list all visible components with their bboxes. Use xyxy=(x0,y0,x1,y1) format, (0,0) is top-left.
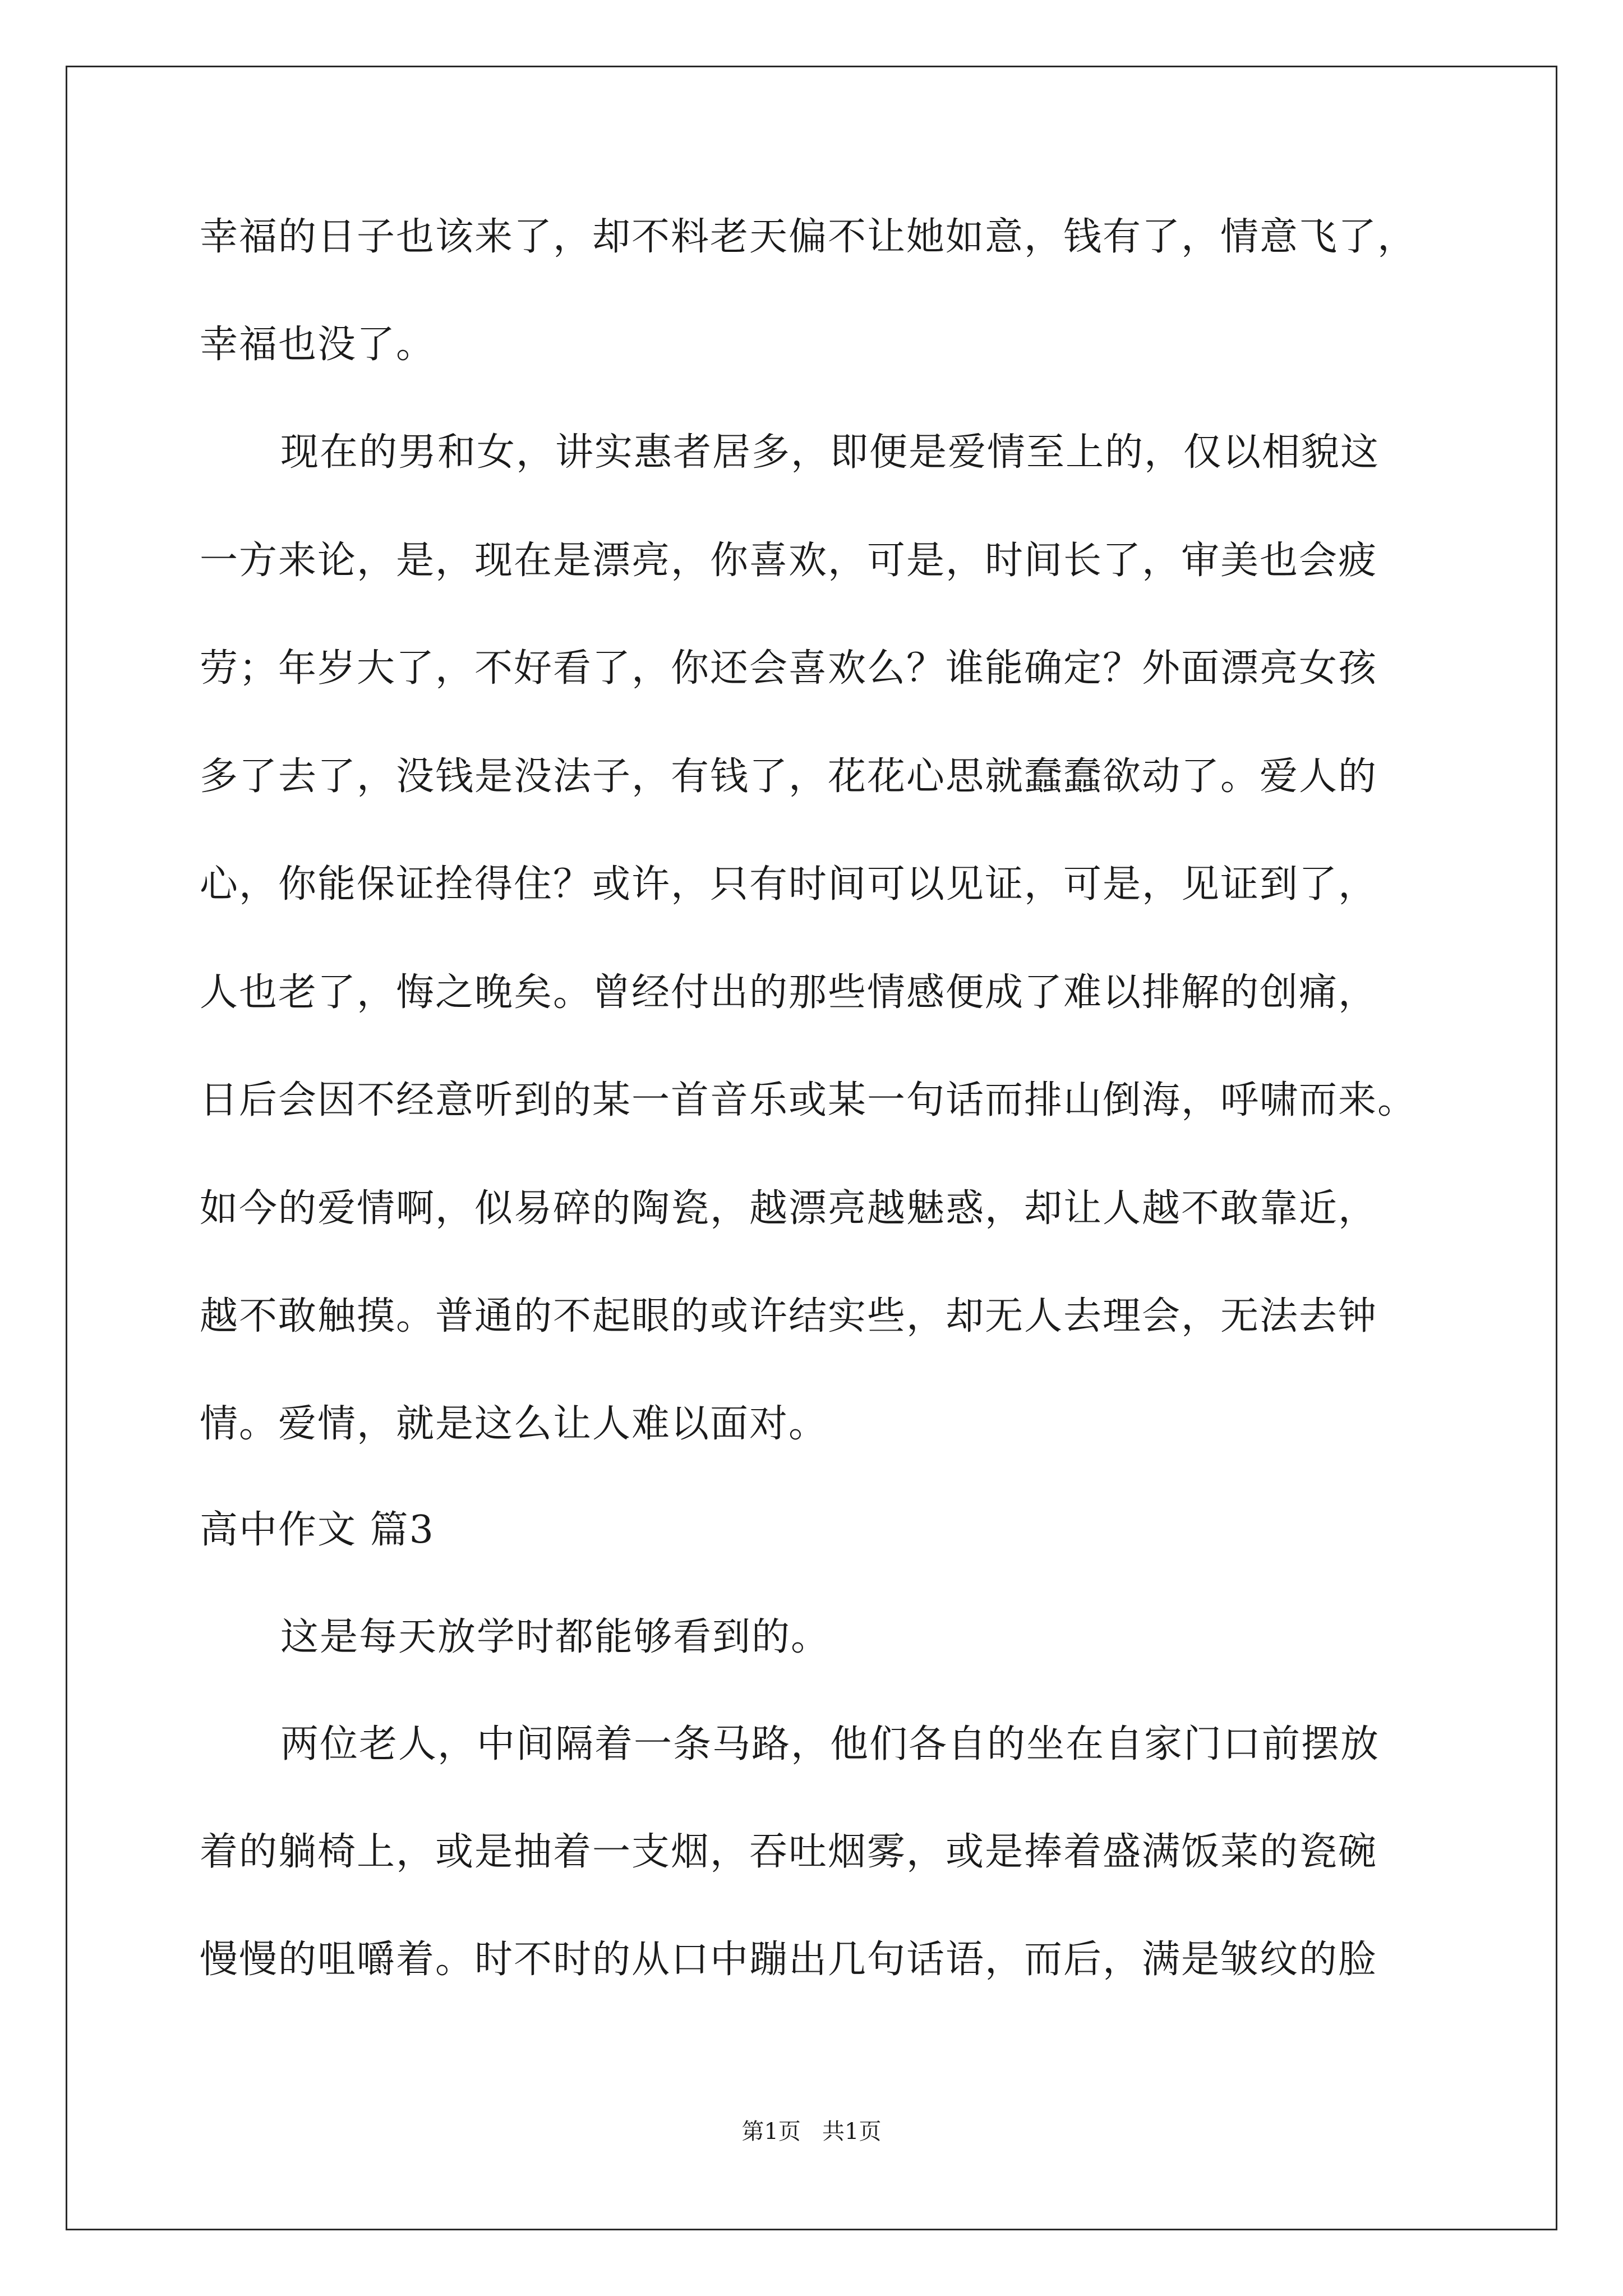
text-line-4: 一方来论，是，现在是漂亮，你喜欢，可是，时间长了，审美也会疲 xyxy=(200,539,1378,583)
text-line-12: 情。爱情，就是这么让人难以面对。 xyxy=(200,1402,828,1446)
page-footer: 第1页 共1页 xyxy=(741,2119,882,2145)
text-line-8: 人也老了，悔之晚矣。曾经付出的那些情感便成了难以排解的创痛， xyxy=(200,970,1378,1015)
text-line-10: 如今的爱情啊，似易碎的陶瓷，越漂亮越魅惑，却让人越不敢靠近， xyxy=(200,1186,1378,1231)
text-line-14: 这是每天放学时都能够看到的。 xyxy=(280,1615,831,1659)
text-line-16: 着的躺椅上，或是抽着一支烟，吞吐烟雾，或是捧着盛满饭菜的瓷碗 xyxy=(200,1830,1378,1874)
text-line-2: 幸福也没了。 xyxy=(200,323,436,367)
text-line-7: 心，你能保证拴得住？或许，只有时间可以见证，可是，见证到了， xyxy=(200,862,1378,907)
page-border xyxy=(66,66,1557,2230)
text-line-6: 多了去了，没钱是没法子，有钱了，花花心思就蠢蠢欲动了。爱人的 xyxy=(200,754,1378,799)
text-line-9: 日后会因不经意听到的某一首音乐或某一句话而排山倒海，呼啸而来。 xyxy=(200,1078,1417,1122)
text-line-1: 幸福的日子也该来了，却不料老天偏不让她如意，钱有了，情意飞了， xyxy=(200,215,1417,259)
text-line-11: 越不敢触摸。普通的不起眼的或许结实些，却无人去理会，无法去钟 xyxy=(200,1294,1378,1338)
text-line-5: 劳；年岁大了，不好看了，你还会喜欢么？谁能确定？外面漂亮女孩 xyxy=(200,646,1378,691)
text-line-3: 现在的男和女，讲实惠者居多，即便是爱情至上的，仅以相貌这 xyxy=(280,430,1380,475)
text-line-15: 两位老人，中间隔着一条马路，他们各自的坐在自家门口前摆放 xyxy=(280,1722,1380,1766)
text-line-17: 慢慢的咀嚼着。时不时的从口中蹦出几句话语，而后，满是皱纹的脸 xyxy=(200,1938,1378,1982)
section-heading: 高中作文 篇3 xyxy=(200,1508,435,1552)
